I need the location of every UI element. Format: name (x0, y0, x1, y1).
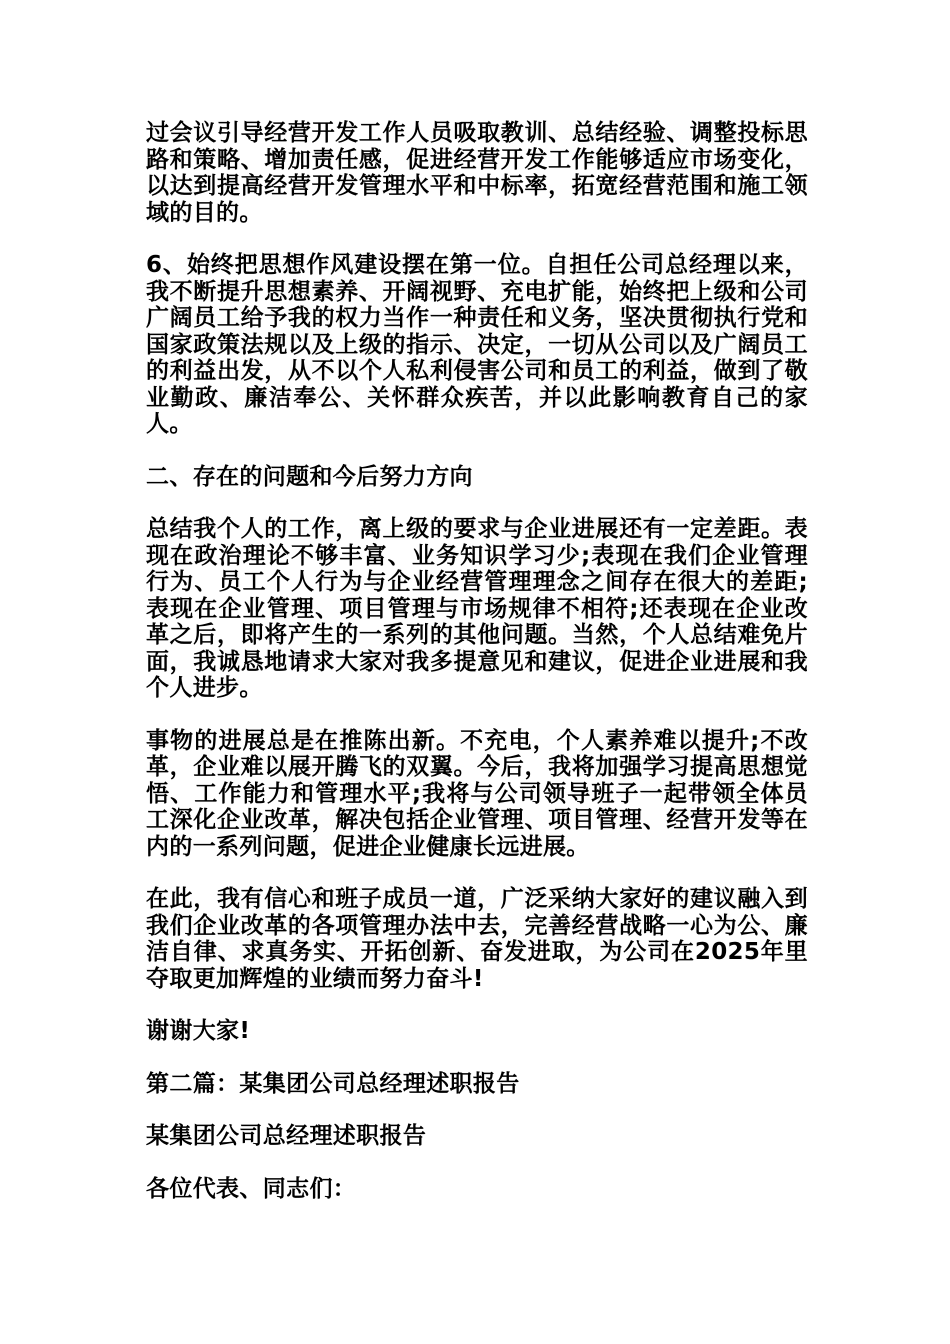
report-title: 某集团公司总经理述职报告 (146, 1123, 427, 1149)
part-two-heading: 第二篇：某集团公司总经理述职报告 (146, 1070, 520, 1097)
paragraph-ideological-style: 6、始终把思想作风建设摆在第一位。自担任公司总经理以来，我不断提升思想素养、开阔视野、充电扩能，始终把上级和公司广阔员工给予我的权力当作一种责任和义务，坚决贯彻执行党和国家政策法规以及上级的指示、决定，一切从公司以及广阔员工的利益出发，从不以个人私利侵害公司和员工的利益，做到了敬业勤政、廉洁奉公、关怀群众疾苦，并以此影响教育自己的家人。 (146, 252, 808, 437)
paragraph-market-adaptation: 过会议引导经营开发工作人员吸取教训、总结经验、调整投标思路和策略、增加责任感，促进经营开发工作能够适应市场变化，以达到提高经营开发管理水平和中标率，拓宽经营范围和施工领域的目的。 (146, 120, 808, 226)
paragraph-summary-gaps: 总结我个人的工作，离上级的要求与企业进展还有一定差距。表现在政治理论不够丰富、业务知识学习少;表现在我们企业管理行为、员工个人行为与企业经营管理理念之间存在很大的差距;表现在企业管理、项目管理与市场规律不相符;还表现在企业改革之后，即将产生的一系列的其他问题。当然，个人总结难免片面，我诚恳地请求大家对我多提意见和建议，促进企业进展和我个人进步。 (146, 516, 808, 701)
section-heading-problems-direction: 二、存在的问题和今后努力方向 (146, 463, 473, 490)
paragraph-future-plans: 事物的进展总是在推陈出新。不充电，个人素养难以提升;不改革，企业难以展开腾飞的双翼。今后，我将加强学习提高思想觉悟、工作能力和管理水平;我将与公司领导班子一起带领全体员工深化企业改革，解决包括企业管理、项目管理、经营开发等在内的一系列问题，促进企业健康长远进展。 (146, 727, 808, 860)
salutation: 各位代表、同志们： (146, 1175, 357, 1202)
document-body (146, 120, 808, 1202)
paragraph-confidence: 在此，我有信心和班子成员一道，广泛采纳大家好的建议融入到我们企业改革的各项管理办法中去，完善经营战略一心为公、廉洁自律、求真务实、开拓创新、奋发进取，为公司在2025年里夺取更加辉煌的业绩而努力奋斗! (146, 886, 808, 992)
closing-thanks: 谢谢大家! (146, 1018, 251, 1044)
